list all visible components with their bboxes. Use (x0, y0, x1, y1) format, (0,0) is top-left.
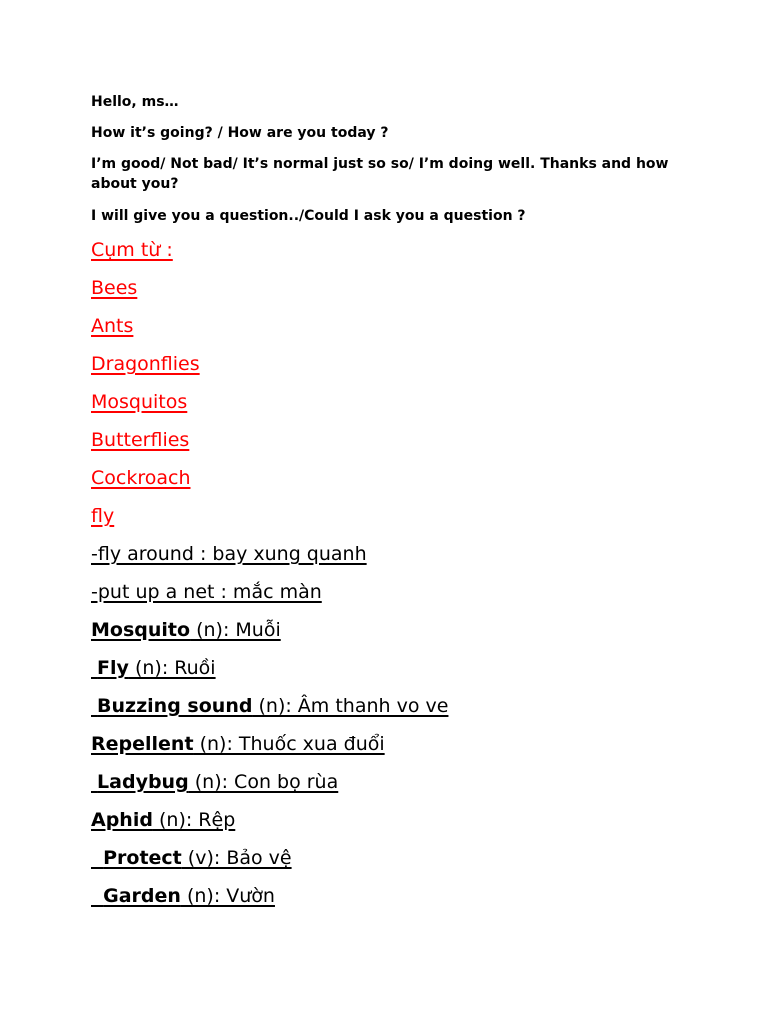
vocab-term: Protect (103, 847, 182, 869)
greeting-reply: I’m good/ Not bad/ It’s normal just so so/ I’m doing well. Thanks and how about you? (91, 156, 669, 192)
vocab-definition: (n): Muỗi (190, 619, 281, 641)
insect-item: Dragonflies (91, 353, 200, 375)
vocab-item (91, 656, 216, 680)
insect-item: Cockroach (91, 467, 191, 489)
vocab-definition: (n): Thuốc xua đuổi (193, 733, 385, 755)
vocab-item (91, 770, 338, 794)
phrase-item: -fly around : bay xung quanh (91, 543, 367, 565)
vocab-lead (91, 885, 103, 907)
phrases-heading: Cụm từ : (91, 239, 173, 261)
insect-item: fly (91, 505, 115, 527)
vocab-item (91, 884, 275, 908)
vocab-term: Fly (97, 657, 129, 679)
vocab-item (91, 808, 235, 832)
vocab-term: Repellent (91, 733, 194, 755)
phrase-item: -put up a net : mắc màn (91, 581, 322, 603)
insect-item: Ants (91, 315, 134, 337)
vocab-definition: (n): Con bọ rùa (188, 771, 339, 793)
vocab-definition: (n): Rệp (152, 809, 236, 831)
insect-item: Mosquitos (91, 391, 188, 413)
greeting-line: Hello, ms… (91, 94, 179, 110)
vocab-item (91, 618, 281, 642)
vocab-term: Aphid (91, 809, 153, 831)
vocab-item (91, 694, 448, 718)
insect-item: Butterflies (91, 429, 190, 451)
vocab-term: Ladybug (97, 771, 189, 793)
vocab-definition: (n): Âm thanh vo ve (252, 695, 449, 717)
greeting-question: How it’s going? / How are you today ? (91, 125, 389, 141)
question-line: I will give you a question../Could I ask you a question ? (91, 208, 526, 224)
vocab-item (91, 732, 385, 756)
insect-item: Bees (91, 277, 138, 299)
vocab-lead (91, 847, 103, 869)
vocab-term: Buzzing sound (97, 695, 253, 717)
vocab-term: Garden (103, 885, 181, 907)
vocab-definition: (n): Ruồi (128, 657, 216, 679)
vocab-definition: (v): Bảo vệ (181, 847, 292, 869)
vocab-term: Mosquito (91, 619, 191, 641)
vocab-definition: (n): Vườn (180, 885, 275, 907)
vocab-item (91, 846, 292, 870)
